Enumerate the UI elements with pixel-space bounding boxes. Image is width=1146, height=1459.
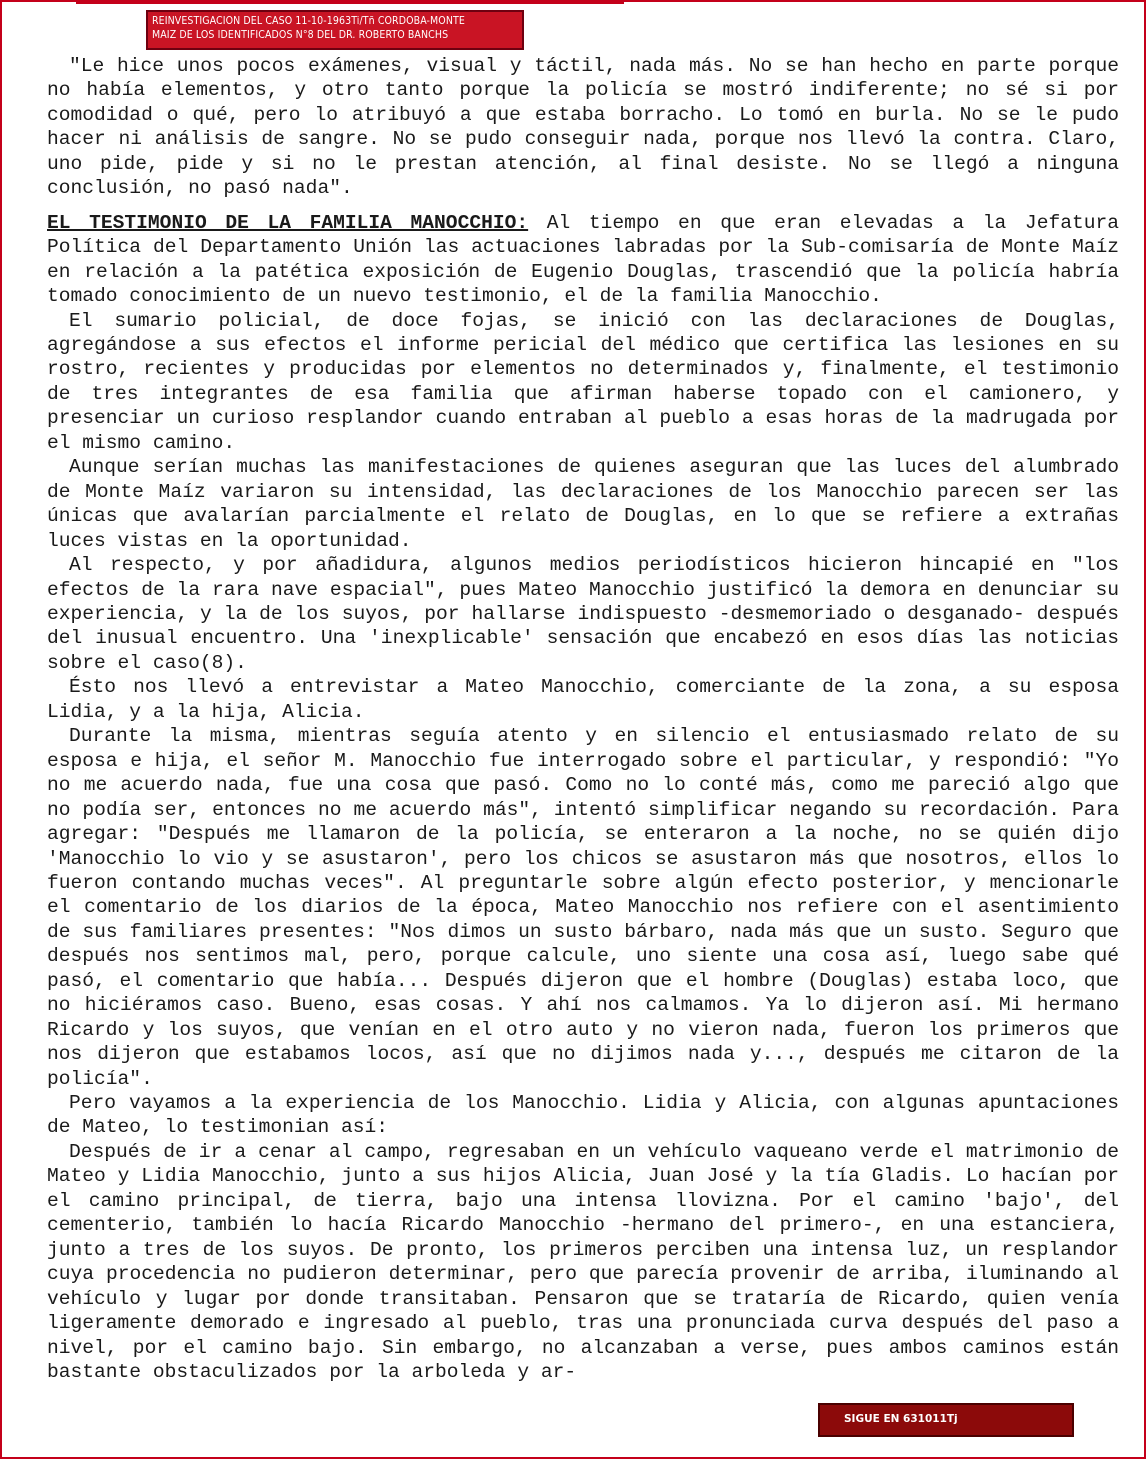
case-header-line-1: REINVESTIGACION DEL CASO 11-10-1963Ti/Tñ CORDOBA-MONTE <box>152 15 465 27</box>
body-paragraph: El sumario policial, de doce fojas, se inició con las declaraciones de Douglas, agregándose a sus efectos el informe pericial del médico que certifica las lesiones en su rostro, recientes y producidas por elementos no determinados y, finalmente, el testimonio de tres integrantes de esa familia que afirman haberse topado con el camionero, y presenciar un curioso resplandor cuando entraban al pueblo a esas horas de la madrugada por el mismo camino. <box>47 309 1119 454</box>
case-header-label <box>146 10 524 50</box>
section-intro-text: Al tiempo en que eran elevadas a la Jefatura Política del Departamento Unión las actuaciones labradas por la Sub-comisaría de Monte Maíz en relación a la patética exposición de Eugenio Douglas, trascendió que la policía habría tomado conocimiento de un nuevo testimonio, el de la familia Manocchio. <box>47 211 1120 308</box>
top-red-rule <box>76 0 624 4</box>
body-paragraph: Después de ir a cenar al campo, regresaban en un vehículo vaqueano verde el matrimonio de Mateo y Lidia Manocchio, junto a sus hijos Alicia, Juan José y la tía Gladis. Lo hacían por el camino principal, de tierra, bajo una intensa llovizna. Por el camino 'bajo', del cementerio, también lo hacía Ricardo Manocchio -hermano del primero-, en una estanciera, junto a tres de los suyos. De pronto, los primeros perciben una intensa luz, un resplandor cuya procedencia no pudieron determinar, pero que parecía provenir de arriba, iluminando al vehículo y lugar por donde transitaban. Pensaron que se trataría de Ricardo, quien venía ligeramente demorado e ingresado al pueblo, tras una pronunciada curva después del paso a nivel, por el camino bajo. Sin embargo, no alcanzaban a verse, pues ambos caminos están bastante obstaculizados por la arboleda y ar- <box>47 1140 1119 1384</box>
quote-paragraph: "Le hice unos pocos exámenes, visual y táctil, nada más. No se han hecho en parte porque no había elementos, y otro tanto porque la policía se mostró indiferente; no sé si por comodidad o qué, pero lo atribuyó a que estaba borracho. Lo tomó en burla. No se le pudo hacer ni análisis de sangre. No se pudo conseguir nada, porque nos llevó la contra. Claro, uno pide, pide y si no le prestan atención, al final desiste. No se llegó a ninguna conclusión, no pasó nada". <box>47 55 1119 200</box>
body-paragraph: Al respecto, y por añadidura, algunos medios periodísticos hicieron hincapié en "los efectos de la rara nave espacial", pues Mateo Manocchio justificó la demora en denunciar su experiencia, y la de los suyos, por hallarse indispuesto -desmemoriado o desganado- después del inusual encuentro. Una 'inexplicable' sensación que encabezó en esos días las noticias sobre el caso(8). <box>47 554 1119 674</box>
section-heading: EL TESTIMONIO DE LA FAMILIA MANOCCHIO: <box>47 211 529 234</box>
body-paragraph: Pero vayamos a la experiencia de los Manocchio. Lidia y Alicia, con algunas apuntaciones de Mateo, lo testimonian así: <box>47 1092 1119 1139</box>
body-paragraph: Ésto nos llevó a entrevistar a Mateo Manocchio, comerciante de la zona, a su esposa Lidia, y a la hija, Alicia. <box>47 676 1119 723</box>
continuation-label: SIGUE EN 631011Tj <box>818 1403 1074 1437</box>
body-paragraph: Aunque serían muchas las manifestaciones de quienes aseguran que las luces del alumbrado de Monte Maíz variaron su intensidad, las declaraciones de los Manocchio parecen ser las únicas que avalarían parcialmente el relato de Douglas, en lo que se refiere a extrañas luces vistas en la oportunidad. <box>47 456 1119 552</box>
body-paragraph: Durante la misma, mientras seguía atento y en silencio el entusiasmado relato de su esposa e hija, el señor M. Manocchio fue interrogado sobre el particular, y respondió: "Yo no me acuerdo nada, fue una cosa que pasó. Como no lo conté más, como me pareció algo que no podía ser, entonces no me acuerdo más", intentó simplificar negando su recordación. Para agregar: "Después me llamaron de la policía, se enteraron a la noche, no se quién dijo 'Manocchio lo vio y se asustaron', pero los chicos se asustaron más que nosotros, ellos lo fueron contando muchas veces". Al preguntarle sobre algún efecto posterior, y mencionarle el comentario de los diarios de la época, Mateo Manocchio nos refiere con el asentimiento de sus familiares presentes: "Nos dimos un susto bárbaro, nada más que un susto. Seguro que después nos sentimos mal, pero, porque calcule, uno siente una cosa así, luego sabe qué pasó, el comentario que había... Después dijeron que el hombre (Douglas) estaba loco, que no hiciéramos caso. Bueno, esas cosas. Y ahí nos calmamos. Ya lo dijeron así. Mi hermano Ricardo y los suyos, que venían en el otro auto y no vieron nada, fueron los primeros que nos dijeron que estabamos locos, así que no dijimos nada y..., después me citaron de la policía". <box>47 725 1119 1090</box>
section-paragraph <box>47 211 1119 309</box>
case-header-line-2: MAIZ DE LOS IDENTIFICADOS N°8 DEL DR. ROBERTO BANCHS <box>152 29 449 41</box>
document-body <box>47 54 1119 1384</box>
